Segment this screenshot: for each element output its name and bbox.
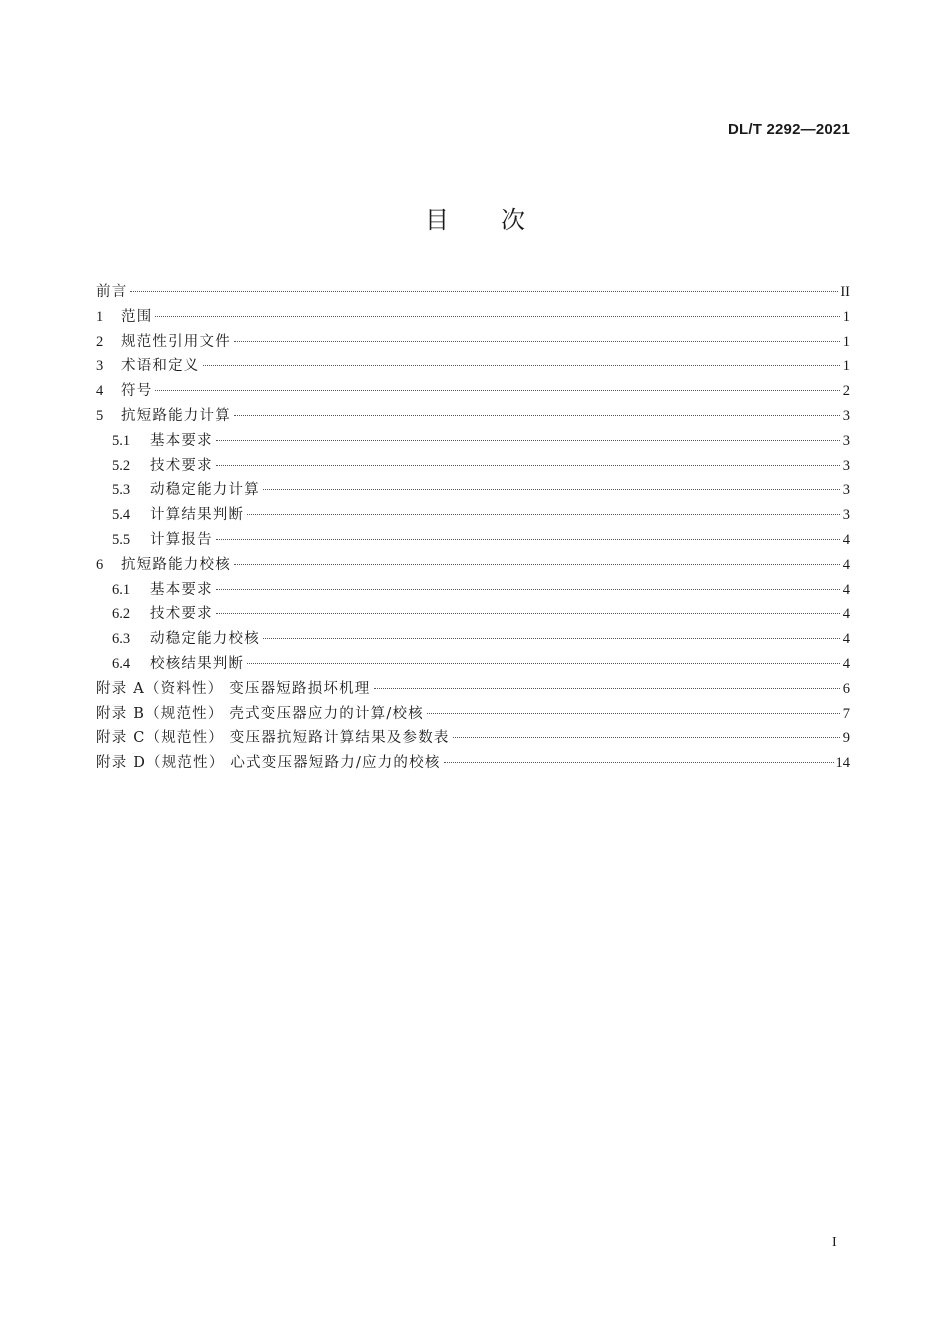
toc-entry[interactable] xyxy=(96,305,850,330)
page-title: 目次 xyxy=(425,206,577,234)
toc-entry-title: 范围 xyxy=(121,308,153,325)
toc-entry-title: 附录 D（规范性） 心式变压器短路力/应力的校核 xyxy=(96,755,441,772)
toc-entry-page: 3 xyxy=(842,457,850,474)
toc-entry[interactable] xyxy=(96,553,850,578)
toc-entry-page: 4 xyxy=(842,556,850,573)
toc-entry-title: 术语和定义 xyxy=(121,358,200,375)
toc-entry[interactable] xyxy=(96,677,850,702)
toc-entry-number: 5.2 xyxy=(112,457,131,474)
toc-entry-page: 9 xyxy=(842,730,850,747)
toc-entry[interactable] xyxy=(96,454,850,479)
toc-dot-leader xyxy=(155,316,840,317)
toc-entry-page: 4 xyxy=(842,531,850,548)
toc-entry-number: 5 xyxy=(96,407,104,424)
toc-entry[interactable] xyxy=(96,652,850,677)
toc-entry-page: 4 xyxy=(842,606,850,623)
toc-entry-title: 符号 xyxy=(121,383,153,400)
toc-entry-number: 3 xyxy=(96,358,104,375)
toc-entry-title: 动稳定能力计算 xyxy=(150,482,260,499)
toc-dot-leader xyxy=(216,539,840,540)
toc-entry-title: 规范性引用文件 xyxy=(121,333,231,350)
toc-entry-page: 1 xyxy=(842,333,850,350)
page-number: I xyxy=(832,1235,837,1250)
toc-entry[interactable] xyxy=(96,478,850,503)
toc-entry-page: 1 xyxy=(842,358,850,375)
toc-entry-title: 附录 C（规范性） 变压器抗短路计算结果及参数表 xyxy=(96,730,450,747)
table-of-contents xyxy=(96,280,850,776)
toc-dot-leader xyxy=(216,440,840,441)
toc-entry[interactable] xyxy=(96,429,850,454)
toc-entry-title: 技术要求 xyxy=(150,457,213,474)
toc-entry-number: 6.3 xyxy=(112,631,131,648)
toc-entry[interactable] xyxy=(96,379,850,404)
toc-entry-page: 4 xyxy=(842,655,850,672)
toc-entry-page: 4 xyxy=(842,581,850,598)
toc-entry-page: 14 xyxy=(835,755,850,772)
toc-entry-title: 计算结果判断 xyxy=(150,507,245,524)
toc-entry[interactable] xyxy=(96,726,850,751)
toc-entry[interactable] xyxy=(96,280,850,305)
toc-entry-number: 5.1 xyxy=(112,432,131,449)
toc-entry-page: 7 xyxy=(842,705,850,722)
toc-entry-page: 3 xyxy=(842,507,850,524)
toc-entry-page: 4 xyxy=(842,631,850,648)
toc-dot-leader xyxy=(374,688,841,689)
document-code: DL/T 2292—2021 xyxy=(727,121,850,138)
toc-entry-title: 附录 A（资料性） 变压器短路损坏机理 xyxy=(96,680,371,697)
toc-entry[interactable] xyxy=(96,602,850,627)
toc-entry-page: 2 xyxy=(842,383,850,400)
toc-dot-leader xyxy=(234,415,840,416)
toc-dot-leader xyxy=(216,465,840,466)
toc-entry-number: 6.1 xyxy=(112,581,131,598)
toc-entry-title: 动稳定能力校核 xyxy=(150,631,260,648)
toc-dot-leader xyxy=(234,564,840,565)
toc-entry-title: 前言 xyxy=(96,284,128,300)
toc-entry[interactable] xyxy=(96,330,850,355)
toc-entry-title: 附录 B（规范性） 壳式变压器应力的计算/校核 xyxy=(96,705,424,722)
toc-entry-number: 6 xyxy=(96,556,104,573)
toc-dot-leader xyxy=(203,365,841,366)
toc-dot-leader xyxy=(155,390,840,391)
toc-entry-page: 6 xyxy=(842,680,850,697)
toc-entry-page: 3 xyxy=(842,482,850,499)
toc-dot-leader xyxy=(444,762,834,763)
toc-entry-title: 基本要求 xyxy=(150,581,213,598)
toc-dot-leader xyxy=(453,737,840,738)
toc-entry[interactable] xyxy=(96,751,850,776)
toc-entry-number: 1 xyxy=(96,308,104,325)
toc-dot-leader xyxy=(263,638,840,639)
toc-entry[interactable] xyxy=(96,528,850,553)
toc-entry-title: 基本要求 xyxy=(150,432,213,449)
toc-entry-title: 校核结果判断 xyxy=(150,655,245,672)
toc-entry[interactable] xyxy=(96,503,850,528)
toc-dot-leader xyxy=(263,489,840,490)
toc-entry[interactable] xyxy=(96,578,850,603)
toc-dot-leader xyxy=(216,589,840,590)
toc-entry-number: 2 xyxy=(96,333,104,350)
toc-dot-leader xyxy=(234,341,840,342)
toc-entry-page: II xyxy=(840,284,850,300)
toc-dot-leader xyxy=(247,663,840,664)
toc-entry-number: 5.4 xyxy=(112,507,131,524)
toc-entry[interactable] xyxy=(96,354,850,379)
toc-entry[interactable] xyxy=(96,627,850,652)
toc-entry-number: 4 xyxy=(96,383,104,400)
toc-entry-number: 6.4 xyxy=(112,655,131,672)
toc-entry-page: 3 xyxy=(842,407,850,424)
toc-entry[interactable] xyxy=(96,702,850,727)
toc-entry-page: 1 xyxy=(842,308,850,325)
toc-entry-number: 5.3 xyxy=(112,482,131,499)
toc-entry-number: 6.2 xyxy=(112,606,131,623)
toc-entry-number: 5.5 xyxy=(112,531,131,548)
toc-dot-leader xyxy=(216,613,840,614)
toc-dot-leader xyxy=(427,713,840,714)
toc-entry[interactable] xyxy=(96,404,850,429)
toc-entry-title: 计算报告 xyxy=(150,531,213,548)
toc-entry-title: 技术要求 xyxy=(150,606,213,623)
toc-dot-leader xyxy=(247,514,840,515)
toc-entry-title: 抗短路能力计算 xyxy=(121,407,231,424)
toc-dot-leader xyxy=(130,291,838,292)
toc-entry-page: 3 xyxy=(842,432,850,449)
toc-entry-title: 抗短路能力校核 xyxy=(121,556,231,573)
